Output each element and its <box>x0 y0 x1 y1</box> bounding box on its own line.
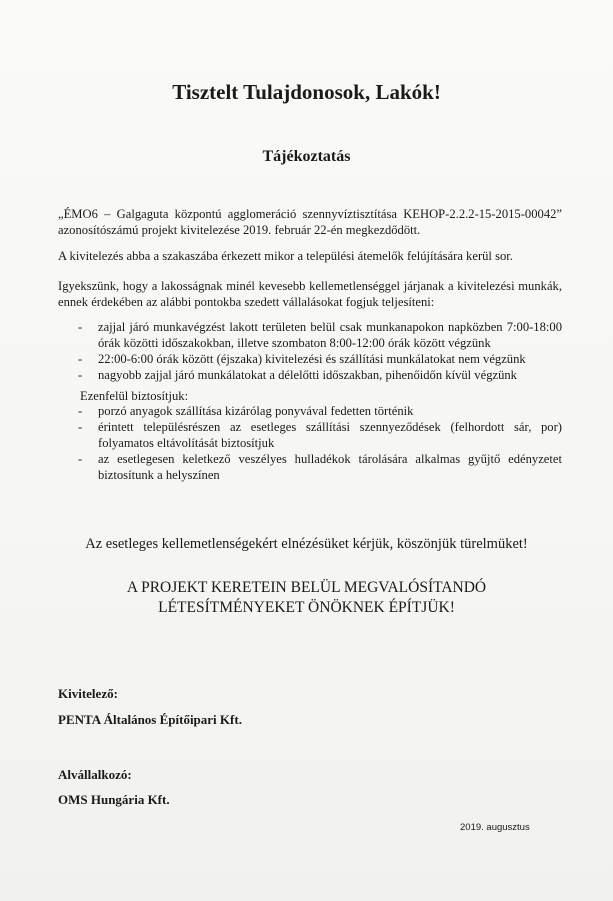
dash-bullet: - <box>78 320 83 334</box>
closing-sentence: Az esetleges kellemetlenségekért elnézésüket kérjük, köszönjük türelmüket! <box>85 536 528 552</box>
list-item-text: zajjal járó munkavégzést lakott területen belül csak munkanapokon napközben 7:00-18:00 órák közötti időszakokban, illetve szombaton 8:00-12:00 órák között végzünk <box>98 320 562 350</box>
list-item <box>58 403 562 419</box>
paragraph-project: „ÉMO6 – Galgaguta központú agglomeráció szennyvíztisztítása KEHOP-2.2.2-15-2015-00042” azonosítószámú projekt kivitelezése 2019. február 22-én megkezdődött. <box>58 207 562 237</box>
list-item <box>58 451 562 483</box>
list-item-text: porzó anyagok szállítása kizárólag ponyvával fedetten történik <box>98 404 414 418</box>
page-title: Tisztelt Tulajdonosok, Lakók! <box>172 80 441 104</box>
dash-bullet: - <box>78 352 83 366</box>
dash-bullet: - <box>78 404 83 418</box>
list-item-text: az esetlegesen keletkező veszélyes hulladékok tárolására alkalmas gyűjtő edényzetet biztosítunk a helyszínen <box>98 452 562 482</box>
dash-bullet: - <box>78 368 83 382</box>
list-item-text: érintett településrészen az esetleges szállítási szennyeződések (felhordott sár, por) folyamatos eltávolítását biztosítjuk <box>98 420 562 450</box>
list-item-text: 22:00-6:00 órák között (éjszaka) kivitelezési és szállítási munkálatokat nem végzünk <box>98 352 526 366</box>
list-item <box>58 319 562 351</box>
banner-line: A PROJEKT KERETEIN BELÜL MEGVALÓSÍTANDÓ <box>126 579 487 596</box>
document-date: 2019. augusztus <box>460 822 530 833</box>
dash-bullet: - <box>78 452 83 466</box>
list-item <box>58 419 562 451</box>
banner-line: LÉTESÍTMÉNYEKET ÖNÖKNEK ÉPÍTJÜK! <box>158 599 455 616</box>
list-item-text: nagyobb zajjal járó munkálatokat a délelőtti időszakban, pihenőidőn kívül végzünk <box>98 368 517 382</box>
subcontractor-name: OMS Hungária Kft. <box>58 792 170 807</box>
paragraph-stage: A kivitelezés abba a szakaszába érkezett mikor a települési átemelők felújítására kerül sor. <box>58 249 513 263</box>
banner-heading <box>0 578 613 618</box>
contractor-name: PENTA Általános Építőipari Kft. <box>58 712 242 727</box>
paragraph-commitment-intro: Igyekszünk, hogy a lakosságnak minél kevesebb kellemetlenséggel járjanak a kivitelezési munkák, ennek érdekében az alábbi pontokba szedett vállalásokat fogjuk teljesíteni: <box>58 279 562 309</box>
contractor-label: Kivitelező: <box>58 686 118 701</box>
page-subtitle: Tájékoztatás <box>262 148 351 165</box>
commitments-list <box>58 319 562 383</box>
dash-bullet: - <box>78 420 83 434</box>
additional-list <box>58 403 562 483</box>
additional-intro: Ezenfelül biztosítjuk: <box>80 389 189 403</box>
list-item <box>58 351 562 367</box>
subcontractor-label: Alvállalkozó: <box>58 767 132 782</box>
list-item <box>58 367 562 383</box>
